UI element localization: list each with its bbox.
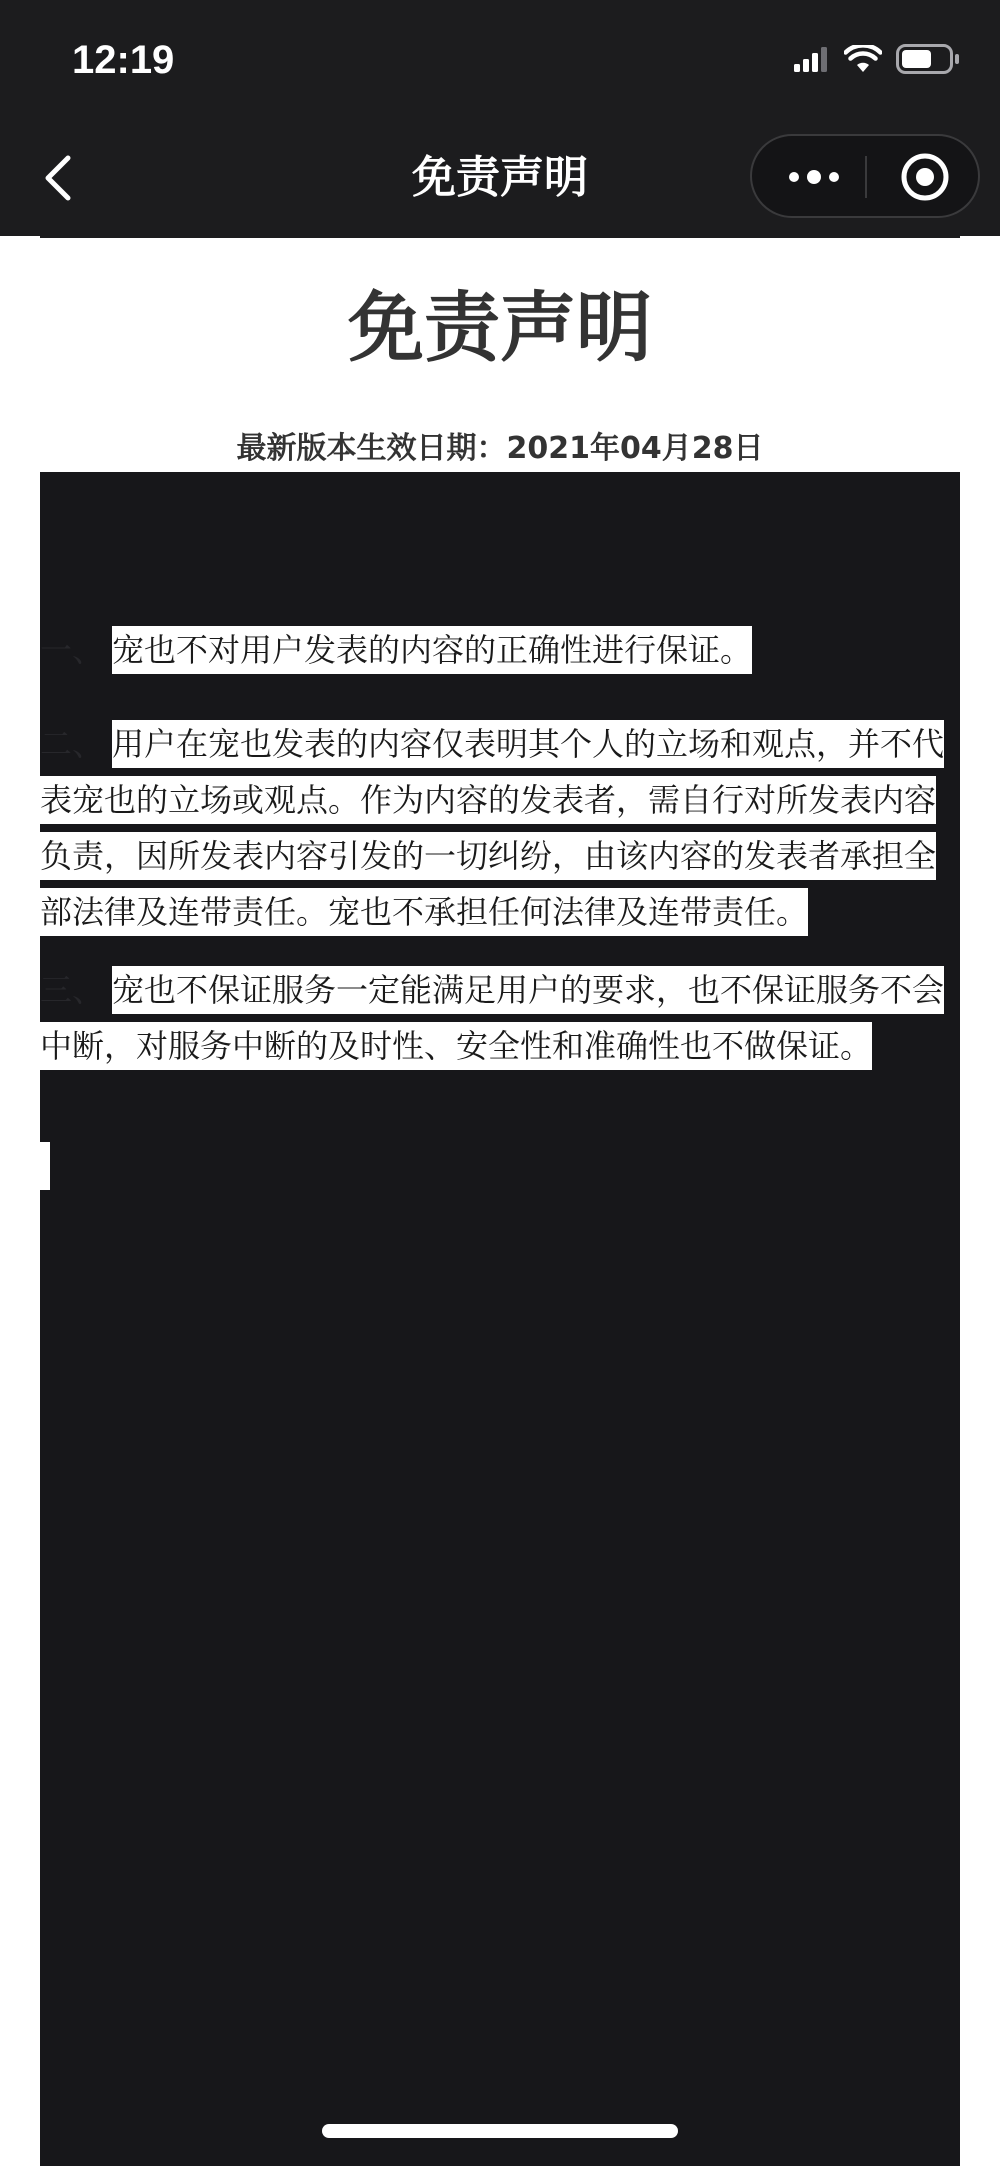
paragraph-number: 二、 [40, 725, 105, 763]
selection-caret [40, 1142, 50, 1190]
capsule-menu [750, 134, 980, 218]
nav-bar [0, 120, 1000, 236]
disclaimer-paragraph-2 [40, 716, 960, 940]
back-chevron-icon[interactable] [38, 152, 82, 204]
effective-date: 最新版本生效日期：2021年04月28日 [236, 431, 764, 466]
paragraph-number: 三、 [40, 971, 105, 1009]
more-dots-icon[interactable] [784, 156, 844, 198]
document-title: 免责声明 [348, 283, 652, 372]
miniprogram-close-icon[interactable] [898, 150, 952, 204]
disclaimer-paragraph-1 [40, 622, 960, 678]
nav-title: 免责声明 [412, 152, 588, 203]
battery-icon [896, 44, 960, 74]
paragraph-number: 一、 [40, 631, 105, 669]
header-divider [40, 235, 960, 238]
status-time: 12:19 [72, 38, 175, 82]
paragraph-text: 宠也不对用户发表的内容的正确性进行保证。 [112, 626, 752, 674]
disclaimer-paragraph-3 [40, 962, 960, 1074]
capsule-divider [865, 156, 867, 198]
paragraph-text: 用户在宠也发表的内容仅表明其个人的立场和观点，并不代表宠也的立场或观点。作为内容的发表者，需自行对所发表内容负责，因所发表内容引发的一切纠纷，由该内容的发表者承担全部法律及连带责任。宠也不承担任何法律及连带责任。 [40, 720, 944, 936]
status-icons [794, 44, 960, 74]
cellular-signal-icon [794, 46, 830, 72]
disclaimer-content [40, 472, 960, 2166]
status-bar [0, 0, 1000, 120]
home-indicator[interactable] [322, 2124, 678, 2138]
paragraph-text: 宠也不保证服务一定能满足用户的要求，也不保证服务不会中断，对服务中断的及时性、安全性和准确性也不做保证。 [40, 966, 944, 1070]
wifi-icon [844, 45, 882, 73]
